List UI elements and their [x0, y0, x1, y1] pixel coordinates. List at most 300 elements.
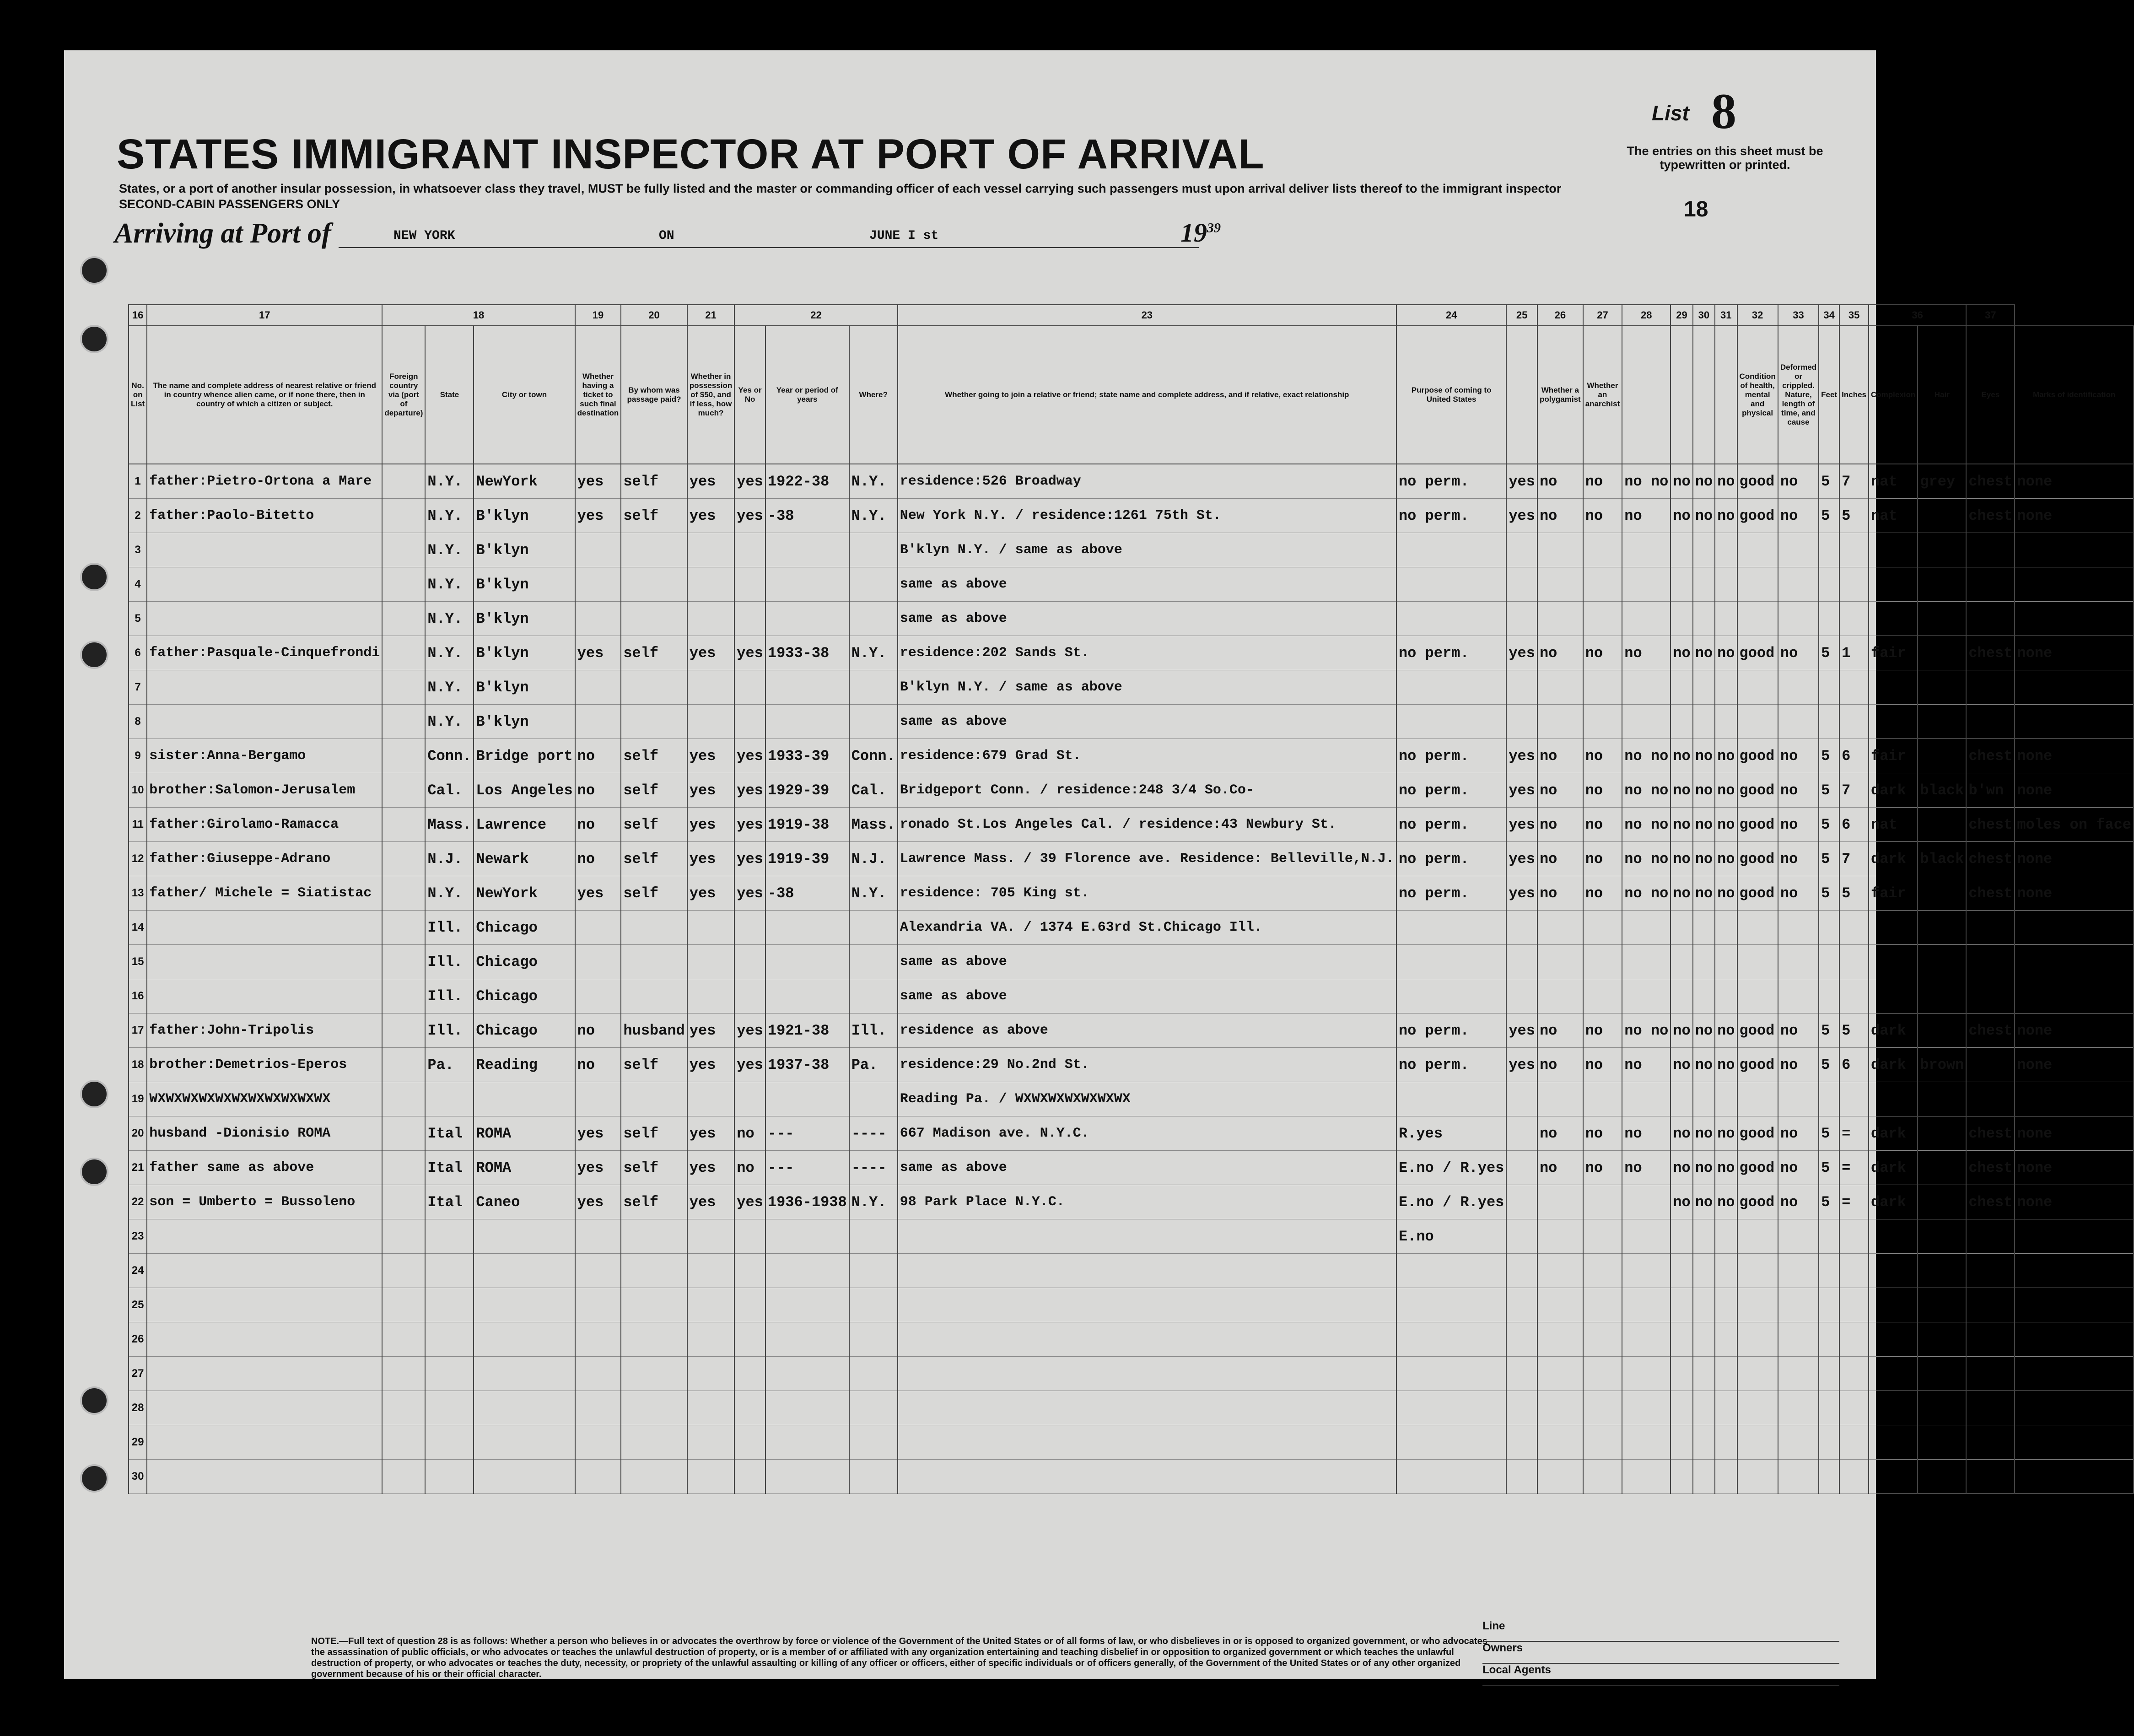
health-cell — [1737, 1288, 1778, 1322]
state-cell: N.Y. — [425, 876, 474, 911]
health-cell — [1737, 1254, 1778, 1288]
purpose-cell: no perm. — [1396, 808, 1506, 842]
eyes-cell — [1966, 602, 2015, 636]
col28-cell — [1622, 1357, 1671, 1391]
polygamist-cell: no — [1537, 499, 1583, 533]
relative-cell: son = Umberto = Bussoleno — [147, 1185, 382, 1219]
money-cell — [687, 1288, 735, 1322]
anarchist-cell — [1583, 670, 1622, 705]
col28-cell — [1622, 602, 1671, 636]
relative-cell — [147, 1254, 382, 1288]
joining-cell: B'klyn N.Y. / same as above — [898, 670, 1396, 705]
passage-cell: self — [621, 1048, 687, 1082]
relative-cell — [147, 670, 382, 705]
foreign-country-cell — [382, 739, 425, 773]
column-numbers — [129, 305, 2134, 326]
eyes-cell: chest — [1966, 808, 2015, 842]
table-row — [129, 1116, 2134, 1151]
polygamist-cell — [1537, 979, 1583, 1014]
ticket-cell — [575, 945, 621, 979]
deformed-cell — [1778, 911, 1819, 945]
health-cell: good — [1737, 636, 1778, 670]
colnum: 34 — [1819, 305, 1839, 326]
before-us-cell — [734, 1460, 765, 1494]
colnum: 31 — [1715, 305, 1737, 326]
before-us-cell: yes — [734, 1185, 765, 1219]
eyes-cell — [1966, 567, 2015, 602]
foreign-country-cell — [382, 808, 425, 842]
header-hair: Hair — [1918, 326, 1966, 464]
hair-cell — [1918, 945, 1966, 979]
marks-cell — [2015, 705, 2134, 739]
eyes-cell — [1966, 945, 2015, 979]
feet-cell — [1819, 567, 1839, 602]
col28-cell: no no — [1622, 464, 1671, 499]
anarchist-cell: no — [1583, 842, 1622, 876]
state-cell: N.Y. — [425, 670, 474, 705]
inches-cell — [1839, 1357, 1869, 1391]
money-cell — [687, 705, 735, 739]
marks-cell — [2015, 602, 2134, 636]
complexion-cell — [1869, 533, 1918, 567]
period-cell — [765, 1288, 849, 1322]
foreign-country-cell — [382, 1391, 425, 1425]
ticket-cell — [575, 1391, 621, 1425]
period-cell — [765, 1460, 849, 1494]
complexion-cell: nat — [1869, 464, 1918, 499]
passage-cell — [621, 1219, 687, 1254]
col29-cell: no — [1671, 739, 1692, 773]
polygamist-cell — [1537, 1185, 1583, 1219]
col30-cell: no — [1693, 464, 1715, 499]
money-cell: yes — [687, 876, 735, 911]
relative-cell: father:Giuseppe-Adrano — [147, 842, 382, 876]
state-cell: Ill. — [425, 945, 474, 979]
state-cell: N.Y. — [425, 602, 474, 636]
marks-cell — [2015, 1288, 2134, 1322]
purpose-cell — [1396, 567, 1506, 602]
anarchist-cell: no — [1583, 464, 1622, 499]
relative-cell — [147, 705, 382, 739]
inches-cell — [1839, 945, 1869, 979]
ticket-cell: no — [575, 808, 621, 842]
eyes-cell — [1966, 979, 2015, 1014]
eyes-cell — [1966, 1357, 2015, 1391]
where-cell: ---- — [849, 1116, 898, 1151]
health-cell: good — [1737, 1116, 1778, 1151]
passage-cell — [621, 670, 687, 705]
foreign-country-cell — [382, 602, 425, 636]
hair-cell — [1918, 1322, 1966, 1357]
col28-cell: no no — [1622, 876, 1671, 911]
marks-cell — [2015, 533, 2134, 567]
table-row — [129, 670, 2134, 705]
money-cell — [687, 1322, 735, 1357]
purpose-cell — [1396, 533, 1506, 567]
inches-cell — [1839, 1460, 1869, 1494]
hair-cell — [1918, 567, 1966, 602]
colnum: 18 — [382, 305, 575, 326]
complexion-cell: dark — [1869, 1185, 1918, 1219]
feet-cell: 5 — [1819, 499, 1839, 533]
col31-cell — [1715, 945, 1737, 979]
before-us-cell — [734, 602, 765, 636]
col29-cell — [1671, 1425, 1692, 1460]
anarchist-cell — [1583, 1357, 1622, 1391]
before-us-cell: yes — [734, 842, 765, 876]
where-cell — [849, 602, 898, 636]
joining-cell: B'klyn N.Y. / same as above — [898, 533, 1396, 567]
owners-field: Owners — [1482, 1642, 1839, 1664]
passage-cell — [621, 1322, 687, 1357]
foreign-country-cell — [382, 1048, 425, 1082]
col28-cell — [1622, 533, 1671, 567]
city-cell: Chicago — [474, 945, 575, 979]
complexion-cell: nat — [1869, 499, 1918, 533]
eyes-cell: chest — [1966, 1185, 2015, 1219]
purpose-cell: no perm. — [1396, 499, 1506, 533]
ticket-cell — [575, 979, 621, 1014]
period-cell — [765, 567, 849, 602]
hair-cell: black — [1918, 773, 1966, 808]
signature-block — [1482, 1620, 1839, 1686]
before-us-cell: yes — [734, 499, 765, 533]
col29-cell: no — [1671, 1151, 1692, 1185]
period-cell: 1919-39 — [765, 842, 849, 876]
purpose-cell: E.no — [1396, 1219, 1506, 1254]
health-cell — [1737, 911, 1778, 945]
colnum: 28 — [1622, 305, 1671, 326]
hair-cell — [1918, 1391, 1966, 1425]
state-cell: N.Y. — [425, 499, 474, 533]
money-cell: yes — [687, 1116, 735, 1151]
row-number: 21 — [129, 1151, 147, 1185]
relative-cell — [147, 945, 382, 979]
inches-cell — [1839, 1391, 1869, 1425]
header-where: Where? — [849, 326, 898, 464]
foreign-country-cell — [382, 1116, 425, 1151]
health-cell — [1737, 1322, 1778, 1357]
joining-cell: same as above — [898, 567, 1396, 602]
subtitle-text: States, or a port of another insular possession, in whatsoever class they travel, MUST be fully listed and the master or commanding officer of each vessel carrying such passengers must upon arrival deliver lists thereof to the immigrant inspector — [119, 182, 1562, 195]
inches-cell: 7 — [1839, 842, 1869, 876]
purpose-cell — [1396, 1425, 1506, 1460]
hair-cell — [1918, 1357, 1966, 1391]
colnum: 37 — [1966, 305, 2015, 326]
anarchist-cell — [1583, 1219, 1622, 1254]
col28-cell — [1622, 1185, 1671, 1219]
purpose-cell — [1396, 979, 1506, 1014]
colnum: 27 — [1583, 305, 1622, 326]
health-cell — [1737, 533, 1778, 567]
feet-cell — [1819, 1254, 1839, 1288]
col28-cell — [1622, 567, 1671, 602]
ticket-cell — [575, 1288, 621, 1322]
state-cell: N.J. — [425, 842, 474, 876]
col25-cell — [1506, 979, 1537, 1014]
period-cell — [765, 1322, 849, 1357]
row-number: 18 — [129, 1048, 147, 1082]
table-row — [129, 842, 2134, 876]
period-cell — [765, 1082, 849, 1116]
col25-cell: yes — [1506, 808, 1537, 842]
relative-cell: father:Pietro-Ortona a Mare — [147, 464, 382, 499]
table-row — [129, 1048, 2134, 1082]
header-col29 — [1671, 326, 1692, 464]
feet-cell — [1819, 1391, 1839, 1425]
ticket-cell — [575, 1254, 621, 1288]
state-cell: Pa. — [425, 1048, 474, 1082]
subtitle-class: SECOND-CABIN PASSENGERS ONLY — [119, 197, 340, 211]
complexion-cell — [1869, 1322, 1918, 1357]
relative-cell: brother:Salomon-Jerusalem — [147, 773, 382, 808]
purpose-cell: no perm. — [1396, 876, 1506, 911]
col29-cell — [1671, 1082, 1692, 1116]
deformed-cell — [1778, 1460, 1819, 1494]
marks-cell — [2015, 911, 2134, 945]
inches-cell: 7 — [1839, 773, 1869, 808]
relative-cell — [147, 1425, 382, 1460]
inches-cell — [1839, 911, 1869, 945]
hair-cell: black — [1918, 842, 1966, 876]
row-number: 25 — [129, 1288, 147, 1322]
money-cell: yes — [687, 464, 735, 499]
col25-cell: yes — [1506, 739, 1537, 773]
col29-cell: no — [1671, 1185, 1692, 1219]
period-cell: 1922-38 — [765, 464, 849, 499]
inches-cell — [1839, 567, 1869, 602]
ticket-cell: yes — [575, 1116, 621, 1151]
purpose-cell — [1396, 1254, 1506, 1288]
col29-cell: no — [1671, 464, 1692, 499]
polygamist-cell: no — [1537, 739, 1583, 773]
money-cell — [687, 1082, 735, 1116]
city-cell: B'klyn — [474, 636, 575, 670]
table-row — [129, 911, 2134, 945]
money-cell — [687, 945, 735, 979]
col31-cell — [1715, 1219, 1737, 1254]
polygamist-cell — [1537, 705, 1583, 739]
list-number: 8 — [1711, 83, 1736, 139]
row-number: 9 — [129, 739, 147, 773]
deformed-cell: no — [1778, 636, 1819, 670]
foreign-country-cell — [382, 842, 425, 876]
anarchist-cell: no — [1583, 636, 1622, 670]
col29-cell: no — [1671, 773, 1692, 808]
before-us-cell: no — [734, 1116, 765, 1151]
header-marks: Marks of identification — [2015, 326, 2134, 464]
deformed-cell — [1778, 1357, 1819, 1391]
inches-cell: 7 — [1839, 464, 1869, 499]
where-cell: N.J. — [849, 842, 898, 876]
foreign-country-cell — [382, 876, 425, 911]
passage-cell: self — [621, 1116, 687, 1151]
health-cell — [1737, 705, 1778, 739]
col30-cell: no — [1693, 1185, 1715, 1219]
passage-cell: self — [621, 773, 687, 808]
complexion-cell — [1869, 567, 1918, 602]
col28-cell: no — [1622, 1048, 1671, 1082]
col29-cell — [1671, 1288, 1692, 1322]
complexion-cell: dark — [1869, 1048, 1918, 1082]
ticket-cell: no — [575, 1048, 621, 1082]
col25-cell: yes — [1506, 773, 1537, 808]
before-us-cell — [734, 1391, 765, 1425]
state-cell: N.Y. — [425, 705, 474, 739]
purpose-cell: no perm. — [1396, 1014, 1506, 1048]
anarchist-cell: no — [1583, 1014, 1622, 1048]
feet-cell: 5 — [1819, 876, 1839, 911]
inches-cell — [1839, 1082, 1869, 1116]
deformed-cell: no — [1778, 1048, 1819, 1082]
money-cell: yes — [687, 1014, 735, 1048]
state-cell — [425, 1082, 474, 1116]
deformed-cell — [1778, 1219, 1819, 1254]
period-cell: 1929-39 — [765, 773, 849, 808]
feet-cell — [1819, 533, 1839, 567]
ticket-cell — [575, 1425, 621, 1460]
col25-cell — [1506, 1288, 1537, 1322]
header-col25 — [1506, 326, 1537, 464]
hair-cell — [1918, 1288, 1966, 1322]
header-col28 — [1622, 326, 1671, 464]
col25-cell: yes — [1506, 876, 1537, 911]
inches-cell: = — [1839, 1185, 1869, 1219]
year-field — [1180, 217, 1221, 248]
col31-cell: no — [1715, 1185, 1737, 1219]
city-cell: B'klyn — [474, 705, 575, 739]
inches-cell: 5 — [1839, 876, 1869, 911]
hair-cell — [1918, 1425, 1966, 1460]
colnum: 36 — [1869, 305, 1966, 326]
col29-cell: no — [1671, 1116, 1692, 1151]
marks-cell: moles on face — [2015, 808, 2134, 842]
col28-cell — [1622, 1082, 1671, 1116]
marks-cell — [2015, 1391, 2134, 1425]
header-inches: Inches — [1839, 326, 1869, 464]
deformed-cell: no — [1778, 739, 1819, 773]
complexion-cell — [1869, 1082, 1918, 1116]
joining-cell: Lawrence Mass. / 39 Florence ave. Residence: Belleville,N.J. — [898, 842, 1396, 876]
anarchist-cell — [1583, 911, 1622, 945]
foreign-country-cell — [382, 533, 425, 567]
foreign-country-cell — [382, 1322, 425, 1357]
state-cell: Ital — [425, 1185, 474, 1219]
marks-cell — [2015, 979, 2134, 1014]
period-cell: 1933-39 — [765, 739, 849, 773]
eyes-cell — [1966, 670, 2015, 705]
col25-cell — [1506, 533, 1537, 567]
before-us-cell — [734, 1288, 765, 1322]
col31-cell — [1715, 1460, 1737, 1494]
polygamist-cell — [1537, 945, 1583, 979]
purpose-cell — [1396, 670, 1506, 705]
feet-cell — [1819, 1219, 1839, 1254]
manifest-table — [128, 304, 2134, 1494]
money-cell: yes — [687, 1048, 735, 1082]
row-number: 19 — [129, 1082, 147, 1116]
col29-cell: no — [1671, 876, 1692, 911]
col28-cell — [1622, 705, 1671, 739]
money-cell: yes — [687, 636, 735, 670]
marks-cell: none — [2015, 1014, 2134, 1048]
feet-cell — [1819, 945, 1839, 979]
marks-cell — [2015, 567, 2134, 602]
feet-cell: 5 — [1819, 1116, 1839, 1151]
row-number: 1 — [129, 464, 147, 499]
state-cell — [425, 1219, 474, 1254]
col25-cell: yes — [1506, 1048, 1537, 1082]
inches-cell — [1839, 602, 1869, 636]
polygamist-cell: no — [1537, 808, 1583, 842]
row-number: 30 — [129, 1460, 147, 1494]
binder-hole — [80, 1080, 108, 1108]
binder-hole — [80, 325, 108, 353]
marks-cell: none — [2015, 842, 2134, 876]
anarchist-cell — [1583, 979, 1622, 1014]
purpose-cell: no perm. — [1396, 464, 1506, 499]
city-cell — [474, 1219, 575, 1254]
anarchist-cell: no — [1583, 739, 1622, 773]
header-yes-no: Yes or No — [734, 326, 765, 464]
col30-cell — [1693, 911, 1715, 945]
ticket-cell — [575, 1322, 621, 1357]
relative-cell: father:Paolo-Bitetto — [147, 499, 382, 533]
city-cell: B'klyn — [474, 670, 575, 705]
col29-cell: no — [1671, 499, 1692, 533]
colnum: 35 — [1839, 305, 1869, 326]
passage-cell: self — [621, 636, 687, 670]
period-cell — [765, 670, 849, 705]
binder-hole — [80, 1386, 108, 1415]
col28-cell: no no — [1622, 1014, 1671, 1048]
marks-cell: none — [2015, 464, 2134, 499]
year-prefix: 19 — [1180, 218, 1207, 248]
eyes-cell — [1966, 911, 2015, 945]
ticket-cell — [575, 1082, 621, 1116]
passage-cell — [621, 1391, 687, 1425]
col30-cell — [1693, 1219, 1715, 1254]
anarchist-cell — [1583, 533, 1622, 567]
col31-cell — [1715, 602, 1737, 636]
col30-cell — [1693, 1391, 1715, 1425]
joining-cell: Bridgeport Conn. / residence:248 3/4 So.Co- — [898, 773, 1396, 808]
hair-cell: grey — [1918, 464, 1966, 499]
where-cell — [849, 1082, 898, 1116]
complexion-cell — [1869, 705, 1918, 739]
polygamist-cell: no — [1537, 1014, 1583, 1048]
deformed-cell — [1778, 670, 1819, 705]
purpose-cell — [1396, 705, 1506, 739]
joining-cell: 667 Madison ave. N.Y.C. — [898, 1116, 1396, 1151]
colnum: 22 — [734, 305, 897, 326]
deformed-cell — [1778, 1288, 1819, 1322]
col29-cell — [1671, 1219, 1692, 1254]
col30-cell: no — [1693, 1048, 1715, 1082]
where-cell: Ill. — [849, 1014, 898, 1048]
anarchist-cell — [1583, 1460, 1622, 1494]
feet-cell — [1819, 602, 1839, 636]
col31-cell: no — [1715, 808, 1737, 842]
polygamist-cell — [1537, 1254, 1583, 1288]
joining-cell: same as above — [898, 1151, 1396, 1185]
where-cell: Mass. — [849, 808, 898, 842]
col30-cell — [1693, 1288, 1715, 1322]
complexion-cell — [1869, 1460, 1918, 1494]
col31-cell: no — [1715, 876, 1737, 911]
col31-cell — [1715, 1391, 1737, 1425]
foreign-country-cell — [382, 1425, 425, 1460]
